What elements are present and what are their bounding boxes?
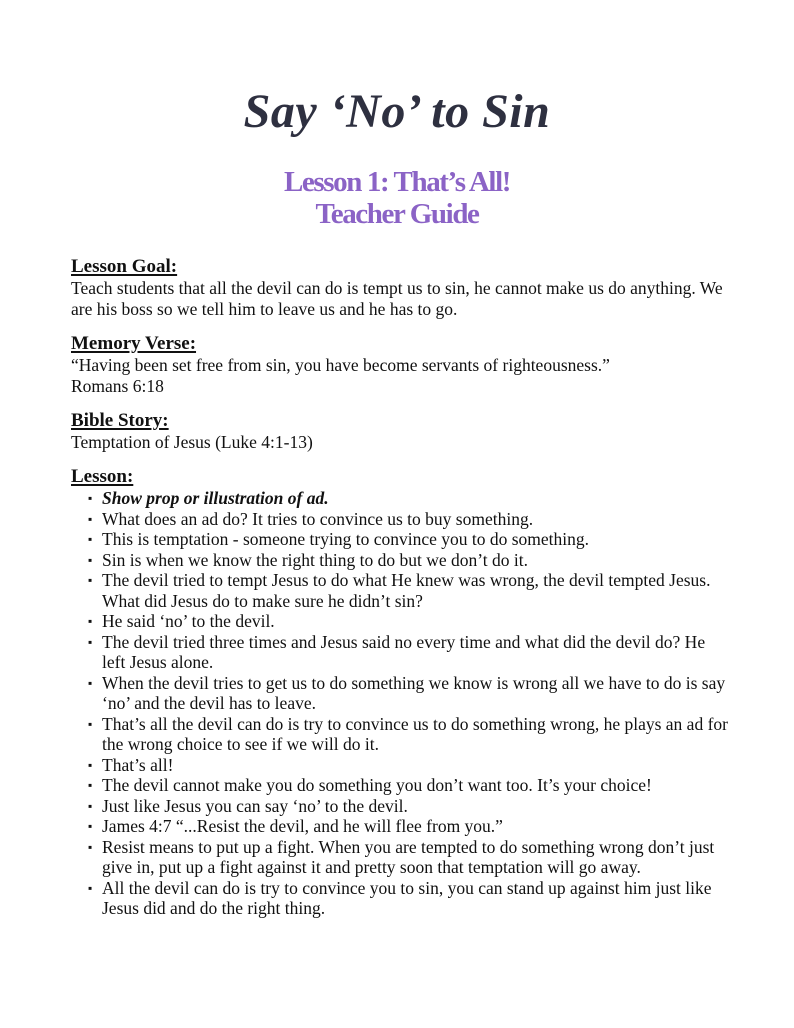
list-item: ▪ All the devil can do is try to convince you to sin, you can stand up against him just like Jesus did and do the right thing. [88,877,712,918]
list-item: ▪ The devil cannot make you do something you don’t want too. It’s your choice! [88,775,652,795]
bible-story-text: Temptation of Jesus (Luke 4:1-13) [71,432,313,452]
bullet-icon: ▪ [88,675,93,690]
list-item: ▪ He said ‘no’ to the devil. [88,611,275,631]
list-item: ▪ Show prop or illustration of ad. [88,488,329,508]
lesson-goal-text: Teach students that all the devil can do is tempt us to sin, he cannot make us do anything. We are his boss so we tell him to leave us and he has to go. [71,278,723,319]
list-item: ▪ Sin is when we know the right thing to do but we don’t do it. [88,549,528,570]
list-item: ▪ That’s all! [88,754,174,775]
bullet-icon: ▪ [88,511,93,526]
lesson-list [71,488,731,919]
list-item: ▪ That’s all the devil can do is try to convince us to do something wrong, he plays an ad for the wrong choice to see if we will do it. [88,713,728,754]
list-item: ▪ Resist means to put up a fight. When you are tempted to do something wrong don’t just give in, put up a fight against it and pretty soon that temptation will go away. [88,836,715,877]
bible-story-heading: Bible Story: [71,410,169,431]
lesson-goal-heading: Lesson Goal: [71,256,178,277]
bullet-icon: ▪ [88,634,93,649]
bullet-icon: ▪ [88,552,93,567]
bullet-icon: ▪ [88,798,93,813]
document-body [71,256,731,919]
subtitle-lesson-line: Lesson 1: That’s All! [283,166,510,198]
bullet-icon: ▪ [88,716,93,731]
memory-verse-text: “Having been set free from sin, you have become servants of righteousness.” [71,355,610,375]
document-subtitle [0,166,794,230]
bullet-icon: ▪ [88,532,93,546]
bullet-icon: ▪ [88,778,93,792]
bullet-icon: ▪ [88,839,93,854]
list-item: ▪ The devil tried to tempt Jesus to do what He knew was wrong, the devil tempted Jesus. What did Jesus do to make sure he didn’t sin? [88,570,711,611]
bullet-icon: ▪ [88,757,93,772]
lesson-heading: Lesson: [71,466,134,487]
bullet-icon: ▪ [88,573,93,587]
bullet-icon: ▪ [88,819,93,833]
lesson-section [71,466,731,919]
list-item: ▪ The devil tried three times and Jesus said no every time and what did the devil do? He left Jesus alone. [88,631,706,672]
list-item: ▪ When the devil tries to get us to do something we know is wrong all we have to do is say ‘no’ and the devil has to leave. [88,672,726,713]
list-item: ▪ What does an ad do? It tries to convince us to buy something. [88,508,534,529]
lesson-goal-section [71,256,731,320]
bullet-icon: ▪ [88,491,93,505]
memory-verse-heading: Memory Verse: [71,333,197,354]
list-item: ▪ Just like Jesus you can say ‘no’ to the devil. [88,795,408,816]
memory-verse-reference: Romans 6:18 [71,376,164,396]
list-item: ▪ This is temptation - someone trying to convince you to do something. [88,529,590,549]
list-item: ▪ James 4:7 “...Resist the devil, and he will flee from you.” [88,816,503,836]
subtitle-guide-line: Teacher Guide [315,198,479,230]
memory-verse-section [71,333,731,397]
bullet-icon: ▪ [88,880,93,895]
bible-story-section [71,410,731,453]
document-title: Say ‘No’ to Sin [243,85,551,138]
bullet-icon: ▪ [88,614,93,628]
